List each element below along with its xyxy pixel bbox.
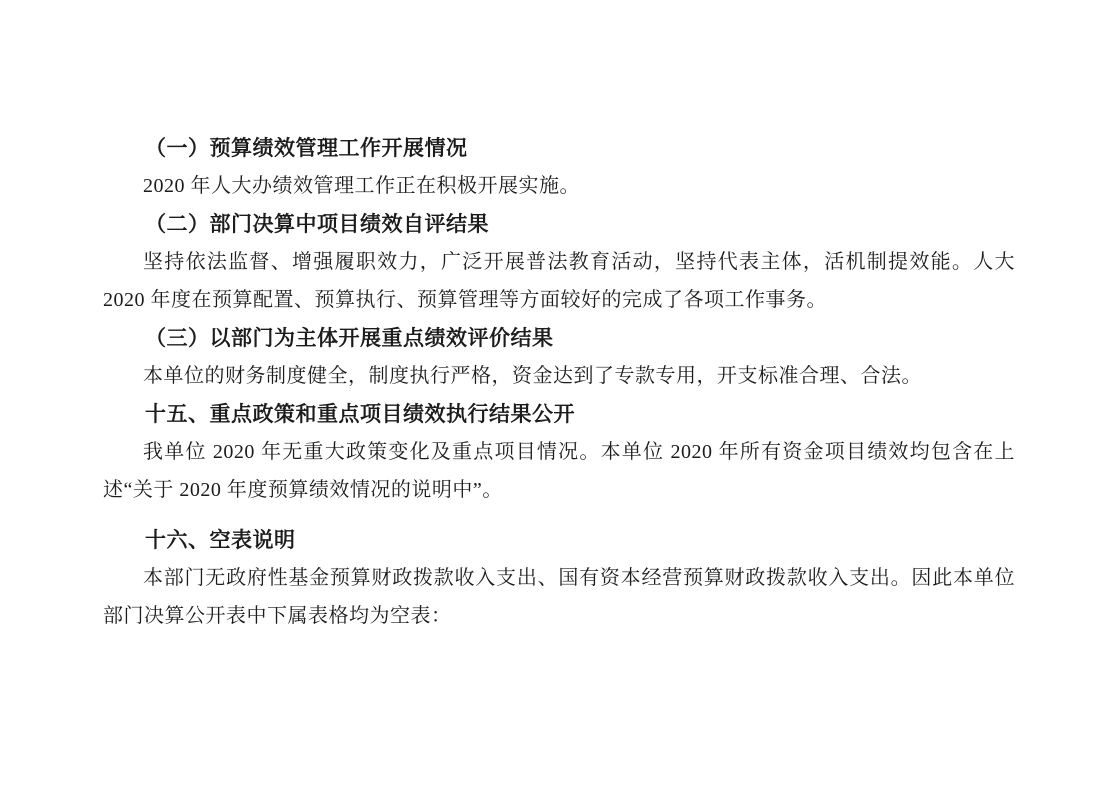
paragraph-performance-management-status: 2020 年人大办绩效管理工作正在积极开展实施。 — [143, 175, 580, 197]
heading-subsection-3-key-performance-evaluation: （三）以部门为主体开展重点绩效评价结果 — [145, 326, 554, 350]
heading-section-16-empty-tables-note: 十六、空表说明 — [145, 528, 296, 552]
heading-section-15-key-policy-project-results: 十五、重点政策和重点项目绩效执行结果公开 — [145, 402, 575, 426]
heading-subsection-2-project-self-evaluation: （二）部门决算中项目绩效自评结果 — [145, 212, 489, 236]
paragraph-empty-tables-note: 本部门无政府性基金预算财政拨款收入支出、国有资本经营预算财政拨款收入支出。因此本单位部门决算公开表中下属表格均为空表： — [103, 567, 1015, 627]
heading-subsection-1-performance-management-status: （一）预算绩效管理工作开展情况 — [145, 136, 468, 160]
paragraph-key-performance-evaluation: 本单位的财务制度健全，制度执行严格，资金达到了专款专用，开支标准合理、合法。 — [143, 365, 922, 387]
paragraph-project-self-evaluation: 坚持依法监督、增强履职效力，广泛开展普法教育活动，坚持代表主体，活机制提效能。人大 2020 年度在预算配置、预算执行、预算管理等方面较好的完成了各项工作事务。 — [103, 251, 1015, 311]
paragraph-key-policy-project-results: 我单位 2020 年无重大政策变化及重点项目情况。本单位 2020 年所有资金项目绩效均包含在上述“关于 2020 年度预算绩效情况的说明中”。 — [103, 441, 1015, 501]
